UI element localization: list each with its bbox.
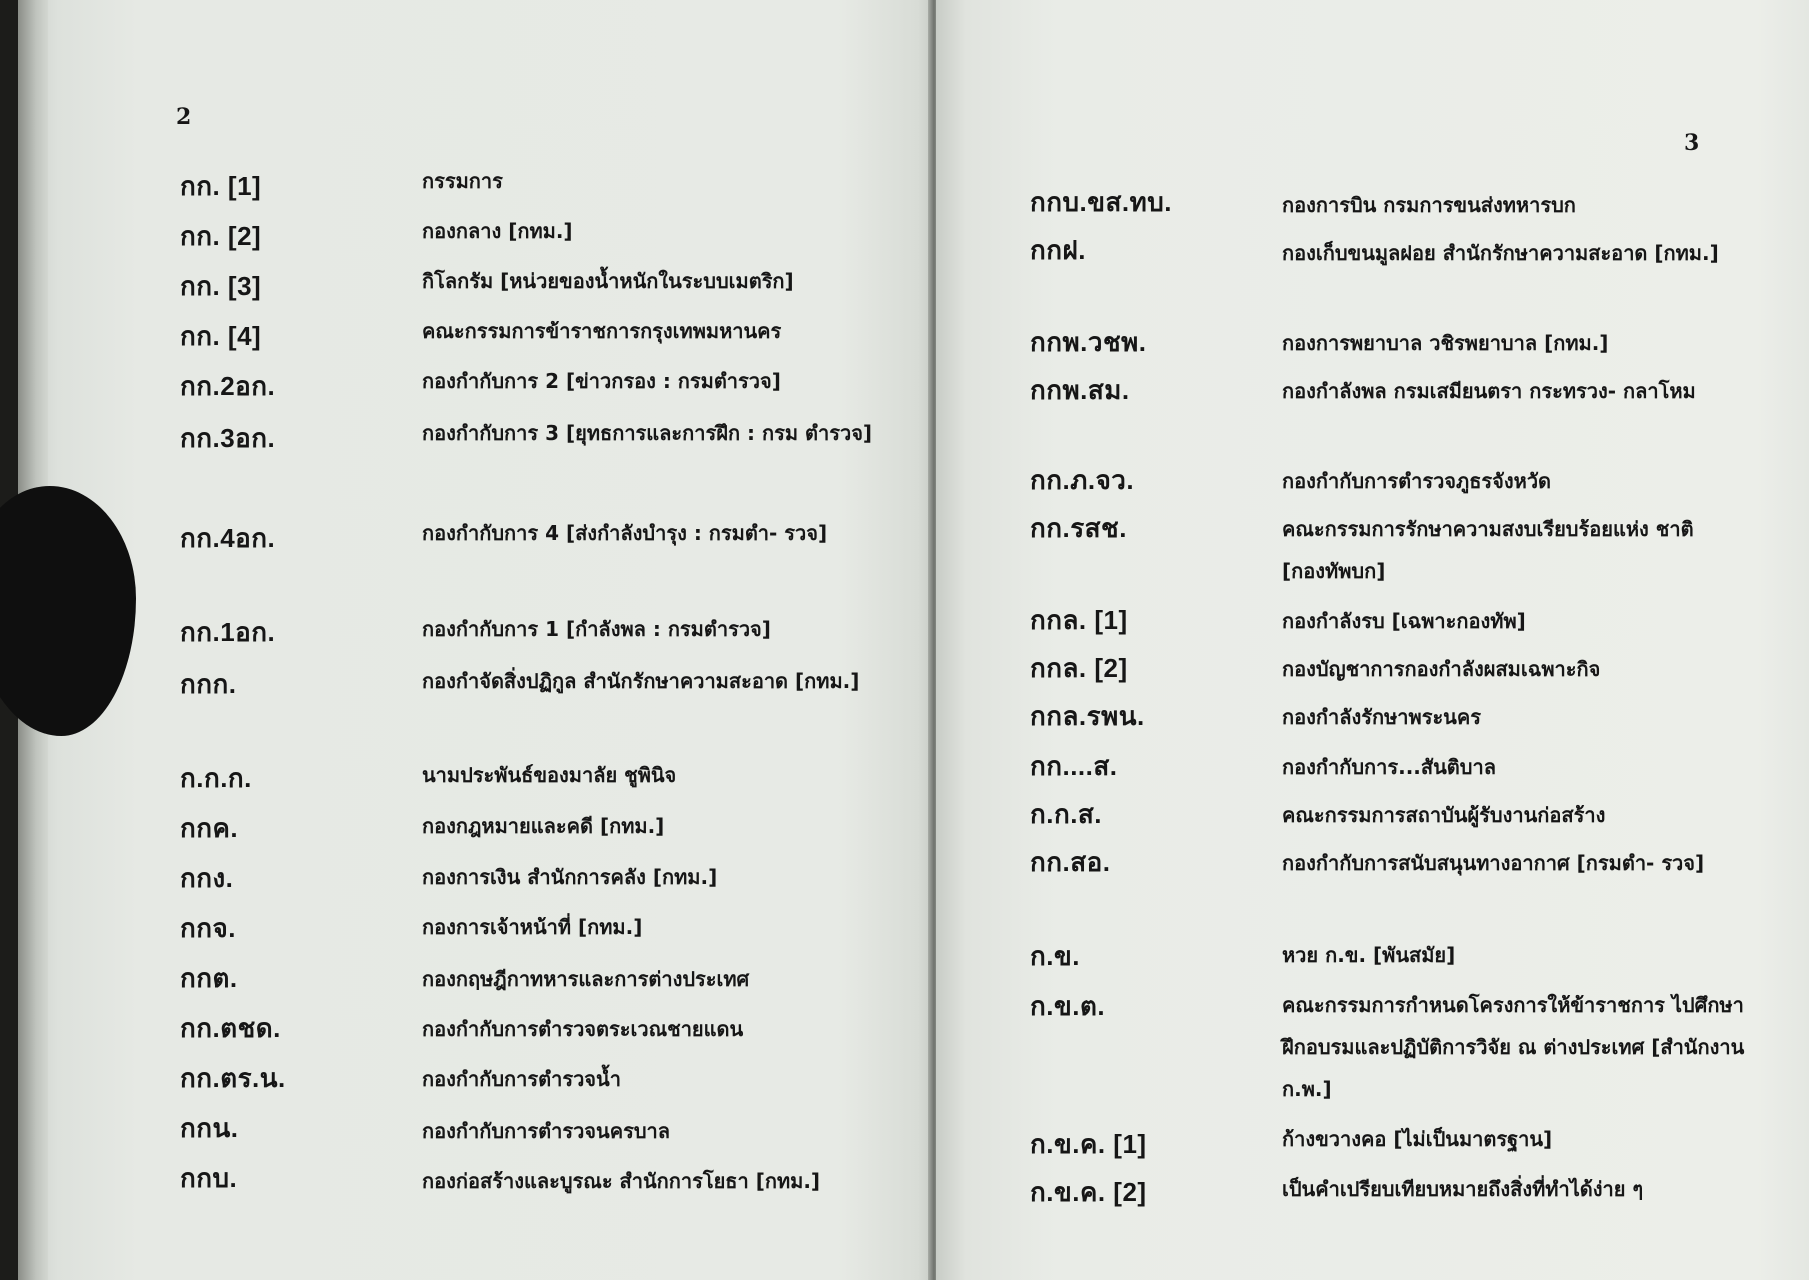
entry-definition: กองกำกับการ 3 [ยุทธการและการฝึก : กรม ตำรวจ] (422, 421, 873, 445)
entry-definition: คณะกรรมการรักษาความสงบเรียบร้อยแห่ง ชาติ [กองทัพบก] (1282, 517, 1694, 583)
entry-term: ก.ก.ส. (1030, 799, 1103, 829)
entry-definition: คณะกรรมการกำหนดโครงการให้ข้าราชการ ไปศึกษา ฝึกอบรมและปฏิบัติการวิจัย ณ ต่างประเทศ [สำนักงาน ก.พ.] (1282, 993, 1745, 1101)
entry-term: กกพ.วชพ. (1030, 327, 1147, 357)
entry-term: กก. [3] (180, 271, 262, 301)
entry-term: กก.รสช. (1030, 513, 1127, 543)
entry-definition: กองกำกับการสนับสนุนทางอากาศ [กรมตำ- รวจ] (1282, 851, 1705, 875)
entry-definition: คณะกรรมการสถาบันผู้รับงานก่อสร้าง (1282, 803, 1606, 827)
entry-definition: กองกำกับการตำรวจน้ำ (422, 1067, 621, 1091)
entry-term: กกฝ. (1030, 235, 1086, 265)
entry-term: กกก. (180, 669, 237, 699)
entry-definition: กองกำกับการ...สันติบาล (1282, 755, 1496, 779)
entry-term: กก.ตชด. (180, 1013, 281, 1043)
entry-term: กก. [2] (180, 221, 262, 251)
entry-definition: กองการพยาบาล วชิรพยาบาล [กทม.] (1282, 331, 1609, 355)
entry-term: กกน. (180, 1113, 239, 1143)
entry-definition: กองกำจัดสิ่งปฏิกูล สำนักรักษาความสะอาด [กทม.] (422, 669, 860, 693)
entry-definition: กองการเงิน สำนักการคลัง [กทม.] (422, 865, 718, 889)
page-number: 2 (176, 104, 192, 130)
entry-term: กกพ.สม. (1030, 375, 1130, 405)
entry-term: กกต. (180, 963, 238, 993)
entry-definition: กองกำกับการตำรวจตระเวณชายแดน (422, 1017, 744, 1041)
entry-term: กก.1อก. (180, 617, 276, 647)
entry-definition: กองกลาง [กทม.] (422, 219, 573, 243)
entry-definition: กองการบิน กรมการขนส่งทหารบก (1282, 193, 1576, 217)
entry-definition: นามประพันธ์ของมาลัย ชูพินิจ (422, 763, 677, 787)
entry-term: กก.สอ. (1030, 847, 1111, 877)
right-page (936, 0, 1809, 1280)
entry-term: กก.ภ.จว. (1030, 465, 1135, 495)
entry-term: กกจ. (180, 913, 236, 943)
entry-term: ก.ข.ต. (1030, 991, 1106, 1021)
entry-term: กกล. [2] (1030, 653, 1128, 683)
entry-definition: กองการเจ้าหน้าที่ [กทม.] (422, 915, 643, 939)
entry-definition: กองบัญชาการกองกำลังผสมเฉพาะกิจ (1282, 657, 1601, 681)
entry-definition: กองกำลังพล กรมเสมียนตรา กระทรวง- กลาโหม (1282, 379, 1696, 403)
entry-definition: กองกำกับการ 2 [ข่าวกรอง : กรมตำรวจ] (422, 369, 781, 393)
entry-term: กกบ. (180, 1163, 238, 1193)
entry-term: กกง. (180, 863, 234, 893)
entry-definition: กองกำกับการ 1 [กำลังพล : กรมตำรวจ] (422, 617, 771, 641)
entry-term: กกล. [1] (1030, 605, 1128, 635)
entry-term: กก. [4] (180, 321, 262, 351)
entry-term: กก.3อก. (180, 423, 276, 453)
entry-definition: กรรมการ (422, 169, 503, 193)
entry-term: ก.ข. (1030, 941, 1080, 971)
left-page (18, 0, 936, 1280)
entry-term: กก....ส. (1030, 751, 1118, 781)
entry-term: กกล.รพน. (1030, 701, 1145, 731)
entry-term: กกค. (180, 813, 239, 843)
entry-definition: หวย ก.ข. [พันสมัย] (1282, 943, 1456, 967)
entry-term: ก.ข.ค. [2] (1030, 1177, 1147, 1207)
entry-term: กก. [1] (180, 171, 262, 201)
entry-term: กก.ตร.น. (180, 1063, 286, 1093)
entry-definition: เป็นคำเปรียบเทียบหมายถึงสิ่งที่ทำได้ง่าย ๆ (1282, 1177, 1644, 1201)
entry-definition: กองกฎหมายและคดี [กทม.] (422, 814, 665, 838)
entry-definition: กองกำลังรักษาพระนคร (1282, 705, 1481, 729)
entry-definition: กองกำลังรบ [เฉพาะกองทัพ] (1282, 609, 1526, 633)
entry-definition: ก้างขวางคอ [ไม่เป็นมาตรฐาน] (1282, 1127, 1553, 1151)
entry-term: กกบ.ขส.ทบ. (1030, 187, 1172, 217)
entry-term: ก.ก.ก. (180, 763, 252, 793)
entry-definition: กองกำกับการตำรวจนครบาล (422, 1119, 670, 1143)
entry-definition: กองกำกับการ 4 [ส่งกำลังบำรุง : กรมตำ- รวจ] (422, 521, 828, 545)
entry-definition: กองกฤษฎีกาทหารและการต่างประเทศ (422, 967, 750, 991)
entry-definition: กิโลกรัม [หน่วยของน้ำหนักในระบบเมตริก] (422, 269, 794, 293)
entry-definition: กองก่อสร้างและบูรณะ สำนักการโยธา [กทม.] (422, 1169, 821, 1193)
entry-definition: กองกำกับการตำรวจภูธรจังหวัด (1282, 469, 1552, 493)
entry-definition: คณะกรรมการข้าราชการกรุงเทพมหานคร (422, 319, 782, 343)
entry-term: กก.2อก. (180, 371, 276, 401)
entry-definition: กองเก็บขนมูลฝอย สำนักรักษาความสะอาด [กทม.] (1282, 241, 1719, 265)
entry-term: ก.ข.ค. [1] (1030, 1129, 1147, 1159)
page-number: 3 (1684, 130, 1700, 156)
entry-term: กก.4อก. (180, 523, 276, 553)
